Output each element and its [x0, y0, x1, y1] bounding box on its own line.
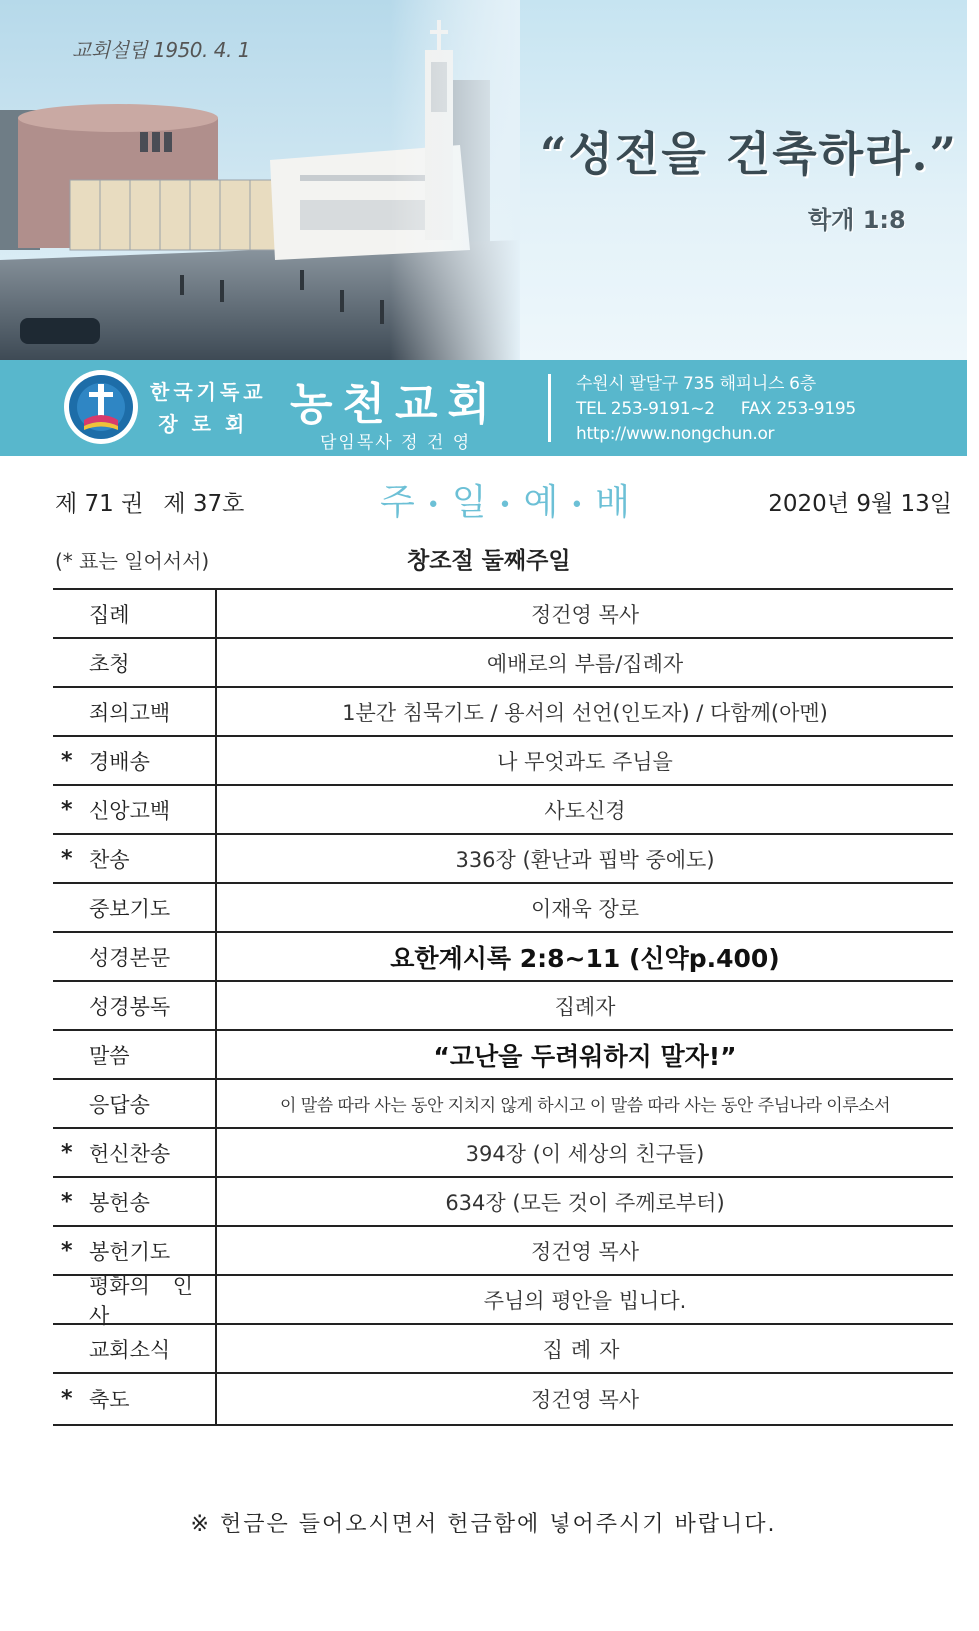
title-dot: •: [570, 492, 586, 518]
church-tel: TEL 253-9191~2: [576, 399, 715, 419]
service-date: 2020년 9월 13일: [768, 491, 952, 517]
order-item-label: 평화의 인사: [89, 1273, 193, 1328]
order-item-cell: [53, 1178, 217, 1225]
standing-marker: *: [61, 797, 73, 822]
order-item-cell: [53, 933, 217, 980]
order-item-cell: [53, 835, 217, 882]
order-item-detail: 이 말씀 따라 사는 동안 지치지 않게 하시고 이 말씀 따라 사는 동안 주님나라 이루소서: [279, 1096, 890, 1116]
order-row: [53, 590, 953, 639]
order-item-detail: 요한계시록 2:8~11 (신약p.400): [390, 943, 780, 973]
order-item-detail: “고난을 두려워하지 말자!”: [433, 1041, 737, 1071]
service-title-char: 예: [523, 482, 561, 523]
volume-number: 제 71 권: [55, 491, 144, 517]
order-row: [53, 1374, 953, 1426]
offering-note: ※ 헌금은 들어오시면서 헌금함에 넣어주시기 바랍니다.: [190, 1512, 777, 1537]
order-item-label: 봉헌송: [89, 1190, 150, 1215]
church-fax: FAX 253-9195: [740, 399, 856, 419]
order-item-cell: [53, 982, 217, 1029]
order-row: [53, 1178, 953, 1227]
order-item-label: 축도: [89, 1388, 130, 1412]
sunday-name: 창조절 둘째주일: [407, 548, 571, 574]
order-item-detail: 사도신경: [544, 798, 626, 823]
order-row: [53, 737, 953, 786]
order-row: [53, 835, 953, 884]
order-item-cell: [53, 688, 217, 735]
order-item-cell: [53, 639, 217, 686]
order-row: [53, 786, 953, 835]
order-item-label: 신앙고백: [89, 798, 171, 823]
order-item-detail: 주님의 평안을 빕니다.: [483, 1288, 687, 1313]
issue-number: [55, 485, 244, 518]
order-item-cell: [53, 1080, 217, 1127]
order-row: [53, 1031, 953, 1080]
senior-pastor: 담임목사 정 건 영: [320, 433, 472, 453]
order-row: [53, 982, 953, 1031]
order-item-cell: [53, 1031, 217, 1078]
order-row: [53, 639, 953, 688]
order-item-detail: 394장 (이 세상의 친구들): [465, 1141, 705, 1166]
church-emblem-icon: [62, 368, 140, 446]
order-item-detail: 정건영 목사: [530, 1239, 640, 1264]
church-info-band: [0, 360, 967, 456]
band-divider: [548, 374, 551, 442]
order-row: [53, 1325, 953, 1374]
founding-date: 교회설립 1950. 4. 1: [72, 38, 250, 62]
church-website: http://www.nongchun.or: [576, 424, 775, 444]
order-item-detail: 집례자: [554, 994, 616, 1019]
standing-marker: *: [61, 1189, 73, 1214]
title-dot: •: [426, 492, 442, 518]
order-item-label: 찬송: [89, 847, 130, 872]
denomination-line2: 장로회: [158, 412, 259, 436]
order-item-detail: 336장 (환난과 핍박 중에도): [455, 847, 715, 872]
order-item-detail: 이재욱 장로: [530, 896, 640, 921]
order-item-cell: [53, 1129, 217, 1176]
standing-marker: *: [61, 748, 73, 773]
order-item-label: 중보기도: [89, 896, 171, 921]
standing-marker: *: [61, 1386, 73, 1412]
theme-verse-reference: 학개 1:8: [808, 206, 906, 234]
order-item-cell: [53, 1273, 217, 1328]
order-item-detail: 1분간 침묵기도 / 용서의 선언(인도자) / 다함께(아멘): [342, 700, 828, 725]
church-name: 농천교회: [290, 379, 501, 430]
order-row: [53, 1080, 953, 1129]
order-item-cell: [53, 590, 217, 637]
header-banner: [0, 0, 967, 360]
order-row: [53, 688, 953, 737]
order-item-label: 응답송: [89, 1092, 150, 1117]
service-title: [380, 474, 632, 525]
denomination: [150, 376, 267, 440]
order-item-cell: [53, 1374, 217, 1424]
phone-fax-row: [576, 397, 856, 422]
title-dot: •: [498, 492, 514, 518]
standing-marker: *: [61, 1238, 73, 1263]
standing-marker: *: [61, 1140, 73, 1165]
issue-no: 제 37호: [163, 491, 245, 517]
order-item-label: 말씀: [89, 1043, 130, 1068]
service-title-char: 일: [451, 482, 489, 523]
order-item-label: 헌신찬송: [89, 1141, 171, 1166]
order-item-label: 봉헌기도: [89, 1239, 171, 1264]
order-item-label: 경배송: [89, 749, 150, 774]
order-item-detail: 634장 (모든 것이 주께로부터): [445, 1190, 725, 1215]
service-title-char: 주: [380, 482, 417, 523]
church-address: 수원시 팔달구 735 해피니스 6층: [576, 374, 816, 394]
order-item-detail: 예배로의 부름/집례자: [486, 651, 684, 676]
order-item-label: 초청: [89, 651, 130, 676]
order-item-label: 집례: [89, 602, 130, 627]
service-title-char: 배: [595, 482, 633, 523]
standing-note: (* 표는 일어서서): [55, 549, 210, 573]
theme-verse: “성전을 건축하라.”: [540, 127, 958, 181]
denomination-line1: 한국기독교: [150, 380, 267, 404]
order-row: [53, 1129, 953, 1178]
order-item-detail: 나 무엇과도 주님을: [497, 749, 673, 774]
order-item-label: 성경본문: [89, 945, 171, 970]
order-item-label: 죄의고백: [89, 700, 171, 725]
order-item-cell: [53, 1227, 217, 1274]
order-item-detail: 집례자: [542, 1337, 628, 1362]
order-item-detail: 정건영 목사: [530, 1388, 640, 1412]
order-item-label: 교회소식: [89, 1337, 171, 1362]
order-item-detail: 정건영 목사: [530, 602, 640, 627]
church-contact: [576, 372, 856, 447]
order-row: [53, 933, 953, 982]
order-item-cell: [53, 884, 217, 931]
order-item-cell: [53, 1325, 217, 1372]
order-item-label: 성경봉독: [89, 994, 171, 1019]
order-item-cell: [53, 737, 217, 784]
order-of-worship-table: [53, 588, 953, 1426]
standing-marker: *: [61, 846, 73, 871]
order-item-cell: [53, 786, 217, 833]
order-row: [53, 1273, 953, 1328]
order-row: [53, 884, 953, 933]
